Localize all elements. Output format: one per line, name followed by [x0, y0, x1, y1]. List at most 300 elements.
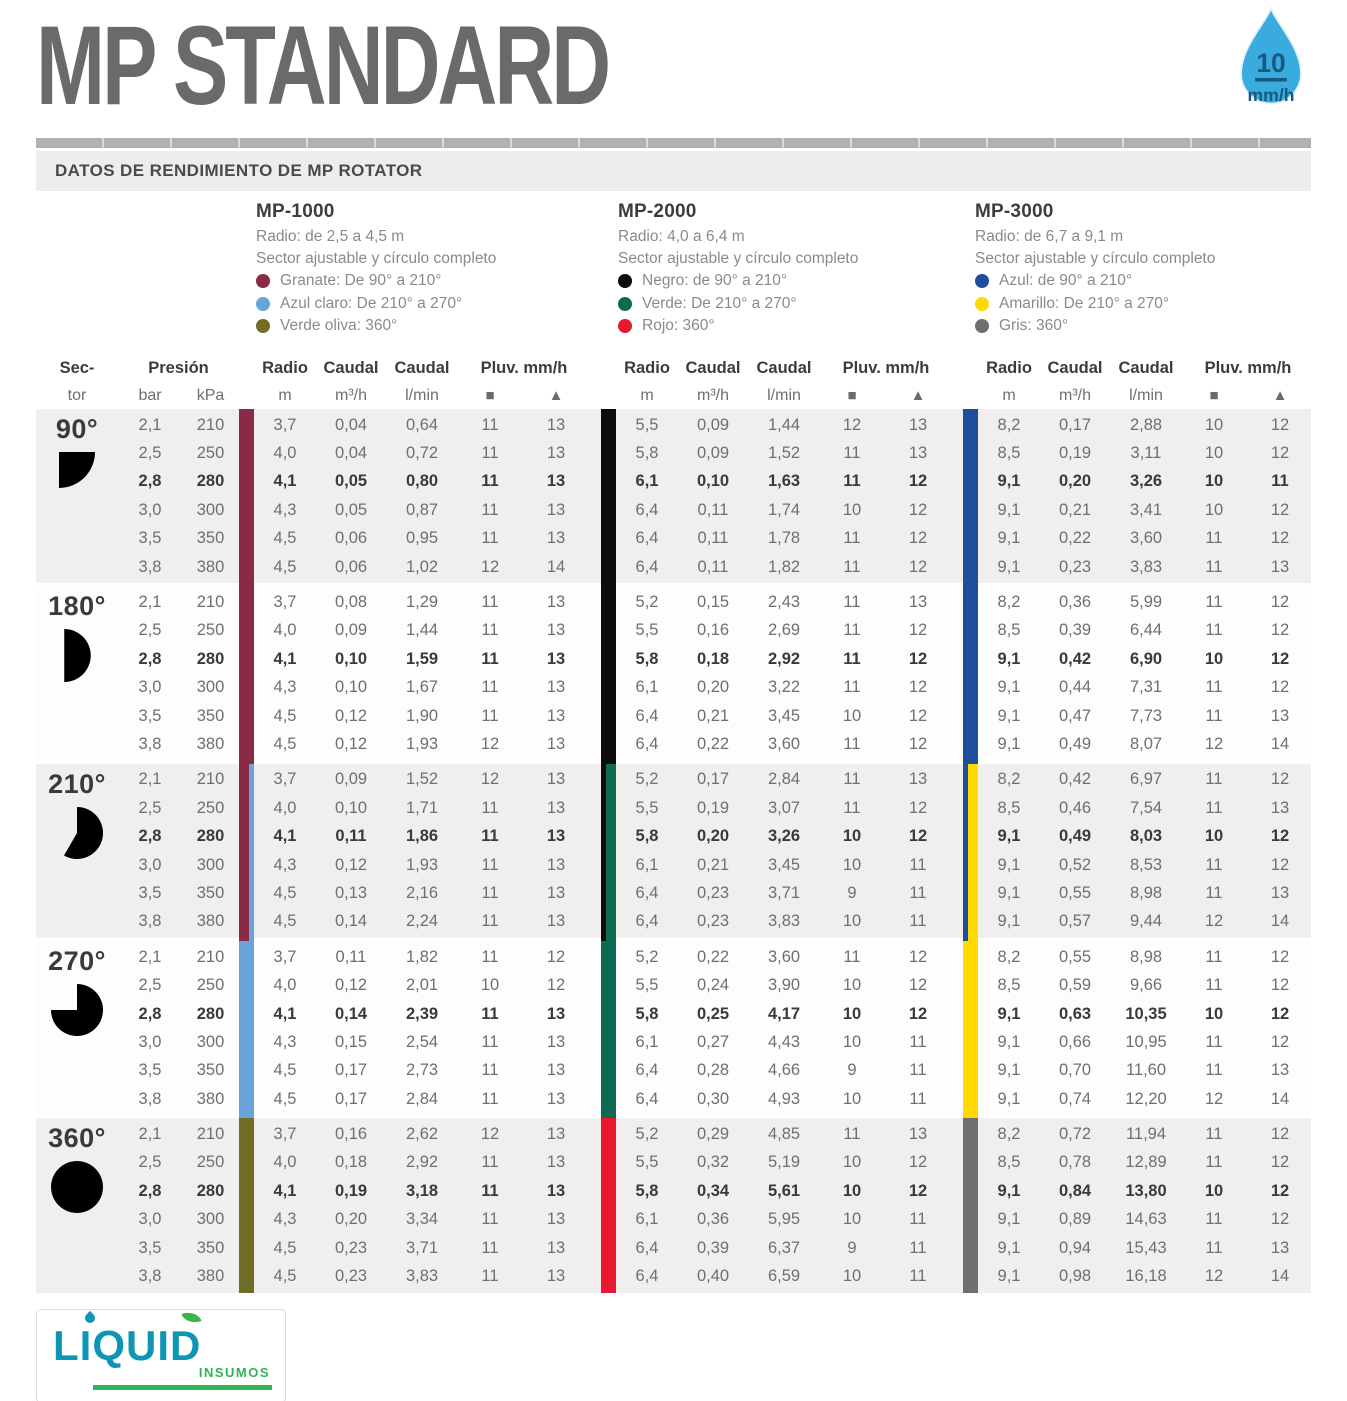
color-bar: [963, 764, 978, 941]
radio-value: 6,1: [635, 472, 659, 491]
pluv-square-value: 11: [481, 500, 499, 519]
caudal-m3h-value: 0,18: [334, 1153, 368, 1172]
pluv-triangle-value: 13: [546, 1004, 566, 1023]
caudal-lmin-value: 4,85: [767, 1125, 801, 1144]
pluv-square-value: 11: [481, 1061, 499, 1080]
pluv-square-value: 11: [843, 444, 861, 463]
product-legend: [256, 270, 496, 338]
caudal-lmin-value: 10,35: [1125, 1004, 1167, 1023]
radio-value: 9,1: [997, 706, 1021, 725]
pressure-kpa-value: 250: [196, 621, 225, 640]
pluv-square-value: 11: [843, 678, 861, 697]
radio-value: 4,5: [273, 1267, 297, 1286]
sector-section-90: [36, 409, 1311, 583]
pluv-triangle-value: 11: [1271, 472, 1289, 491]
pressure-kpa-value: 210: [196, 770, 225, 789]
caudal-m3h-value: 0,59: [1058, 976, 1092, 995]
pluv-triangle-value: 12: [1270, 500, 1290, 519]
radio-value: 4,1: [273, 1004, 297, 1023]
caudal-m3h-value: 0,06: [334, 529, 368, 548]
pressure-bar-value: 2,1: [138, 593, 162, 612]
pluv-square-value: 11: [481, 649, 499, 668]
pluv-triangle-value: 13: [546, 472, 566, 491]
radio-value: 4,0: [273, 798, 297, 817]
pressure-bar-value: 3,8: [138, 734, 162, 753]
pressure-bar-value: 3,8: [138, 1089, 162, 1108]
caudal-m3h-value: 0,89: [1058, 1210, 1092, 1229]
pluv-triangle-value: 13: [546, 593, 566, 612]
sector-label: 360°: [48, 1123, 106, 1154]
caudal-m3h-value: 0,22: [696, 734, 730, 753]
product-sector: Sector ajustable y círculo completo: [618, 250, 859, 267]
pressure-kpa-value: 350: [196, 706, 225, 725]
pluv-square-value: 12: [1204, 912, 1224, 931]
caudal-m3h-value: 0,36: [1058, 593, 1092, 612]
pluv-triangle-value: 14: [1270, 912, 1290, 931]
caudal-lmin-value: 1,44: [405, 621, 439, 640]
caudal-lmin-value: 2,73: [405, 1061, 439, 1080]
caudal-m3h-value: 0,04: [334, 444, 368, 463]
pluv-square-value: 11: [843, 1125, 861, 1144]
pluv-square-value: 11: [1205, 798, 1223, 817]
caudal-m3h-value: 0,08: [334, 593, 368, 612]
pluv-square-value: 11: [481, 415, 499, 434]
caudal-lmin-value: 2,43: [767, 593, 801, 612]
sector-h180-icon: [64, 629, 91, 682]
caudal-lmin-value: 1,82: [767, 557, 801, 576]
pluv-square-value: 10: [842, 1210, 862, 1229]
sector-header: tor: [67, 386, 87, 404]
radio-value: 9,1: [997, 855, 1021, 874]
pluv-square-value: 10: [842, 706, 862, 725]
pluv-triangle-value: 13: [546, 1210, 566, 1229]
pressure-bar-value: 2,5: [138, 1153, 162, 1172]
caudal-lmin-value: 1,71: [405, 798, 439, 817]
pluv-triangle-value: 11: [909, 912, 927, 931]
legend-item: [975, 270, 1215, 293]
caudal-m3h-value: 0,70: [1058, 1061, 1092, 1080]
pluv-square-value: 12: [480, 557, 500, 576]
radio-value: 8,2: [997, 1125, 1021, 1144]
caudal-lmin-value: 1,93: [405, 734, 439, 753]
caudal-lmin-value: 1,52: [767, 444, 801, 463]
radio-value: 8,2: [997, 947, 1021, 966]
radio-value: 5,2: [635, 593, 659, 612]
radio-value: 5,5: [635, 621, 659, 640]
caudal-lmin-value: 1,44: [767, 415, 801, 434]
caudal-lmin-value: 1,93: [405, 855, 439, 874]
pluv-square-value: 11: [1205, 1153, 1223, 1172]
radio-value: 4,5: [273, 557, 297, 576]
pluv-square-value: 9: [847, 883, 857, 902]
sector-section-180: [36, 586, 1311, 760]
product-sector: Sector ajustable y círculo completo: [256, 250, 497, 267]
caudal-m3h-value: 0,39: [1058, 621, 1092, 640]
radio-header: Radio: [986, 359, 1032, 377]
caudal-m3h-value: 0,17: [334, 1061, 368, 1080]
pluv-triangle-value: 13: [1270, 557, 1290, 576]
radio-value: 6,4: [635, 734, 659, 753]
product-legend: [618, 270, 858, 338]
caudal-m3h-value: 0,32: [696, 1153, 730, 1172]
pluv-triangle-value: 12: [1270, 621, 1290, 640]
caudal-lmin-value: 2,01: [405, 976, 439, 995]
caudal-lmin-value: 1,74: [767, 500, 801, 519]
caudal-m3h-value: 0,40: [696, 1267, 730, 1286]
radio-value: 4,0: [273, 444, 297, 463]
caudal-lmin-value: 0,72: [405, 444, 439, 463]
pluv-triangle-value: 11: [909, 1210, 927, 1229]
caudal-lmin-header: Caudal: [756, 359, 812, 377]
pluv-triangle-value: 12: [908, 1004, 928, 1023]
sector-header: Sec-: [59, 359, 95, 377]
pluv-triangle-value: 13: [1270, 1238, 1290, 1257]
pressure-kpa-value: 250: [196, 1153, 225, 1172]
pluv-triangle-value: 14: [546, 557, 566, 576]
radio-value: 8,2: [997, 770, 1021, 789]
pluv-square-value: 11: [843, 472, 861, 491]
legend-label: Azul claro: De 210° a 270°: [280, 294, 463, 312]
pressure-bar-value: 3,0: [138, 855, 162, 874]
pluv-triangle-value: 12: [1270, 1210, 1290, 1229]
pressure-kpa-value: 210: [196, 947, 225, 966]
caudal-lmin-value: 6,90: [1129, 649, 1163, 668]
legend-dot-icon: [975, 274, 989, 288]
pressure-kpa-value: 380: [196, 557, 225, 576]
radio-value: 9,1: [997, 883, 1021, 902]
pluv-triangle-value: 12: [1270, 1153, 1290, 1172]
caudal-lmin-value: 12,20: [1125, 1089, 1167, 1108]
pressure-kpa-value: 280: [196, 649, 225, 668]
pressure-kpa-value: 210: [196, 415, 225, 434]
square-icon: ■: [847, 387, 857, 404]
pressure-bar-value: 3,0: [138, 678, 162, 697]
caudal-lmin-value: 8,98: [1129, 947, 1163, 966]
caudal-m3h-value: 0,23: [334, 1238, 368, 1257]
pluv-square-value: 11: [481, 1153, 499, 1172]
presion-unit-kpa: kPa: [196, 386, 225, 404]
caudal-m3h-value: 0,16: [696, 621, 730, 640]
caudal-m3h-value: 0,20: [1058, 472, 1092, 491]
caudal-m3h-value: 0,94: [1058, 1238, 1092, 1257]
pluv-triangle-value: 13: [546, 706, 566, 725]
pressure-kpa-value: 250: [196, 976, 225, 995]
legend-label: Verde: De 210° a 270°: [642, 294, 797, 312]
radio-value: 9,1: [997, 529, 1021, 548]
sector-section-270: [36, 941, 1311, 1115]
pluv-triangle-value: 11: [909, 883, 927, 902]
pluv-square-value: 11: [1205, 883, 1223, 902]
radio-value: 5,2: [635, 1125, 659, 1144]
pluv-square-value: 10: [842, 976, 862, 995]
caudal-m3h-value: 0,04: [334, 415, 368, 434]
pressure-bar-value: 2,5: [138, 976, 162, 995]
pluv-triangle-value: 13: [546, 1089, 566, 1108]
caudal-lmin-value: 11,94: [1125, 1125, 1167, 1144]
caudal-m3h-value: 0,19: [334, 1181, 368, 1200]
pluv-square-value: 11: [1205, 947, 1223, 966]
pressure-bar-value: 3,0: [138, 500, 162, 519]
radio-value: 4,5: [273, 1089, 297, 1108]
divider-ruler: [36, 138, 1311, 148]
caudal-lmin-unit: l/min: [767, 386, 801, 404]
pressure-bar-value: 3,5: [138, 1061, 162, 1080]
pluv-header: Pluv. mm/h: [842, 359, 930, 377]
pluv-square-value: 11: [481, 1089, 499, 1108]
radio-value: 6,4: [635, 1267, 659, 1286]
pressure-kpa-value: 280: [196, 1181, 225, 1200]
sector-cell: [36, 588, 118, 758]
caudal-m3h-value: 0,27: [696, 1032, 730, 1051]
pluv-triangle-value: 12: [908, 947, 928, 966]
color-bar: [963, 586, 978, 763]
caudal-m3h-value: 0,09: [696, 444, 730, 463]
color-bar: [963, 1118, 978, 1292]
product-radio: Radio: de 2,5 a 4,5 m: [256, 228, 405, 245]
caudal-lmin-value: 2,62: [405, 1125, 439, 1144]
pressure-bar-value: 2,5: [138, 444, 162, 463]
caudal-lmin-unit: l/min: [405, 386, 439, 404]
legend-label: Granate: De 90° a 210°: [280, 272, 442, 289]
caudal-lmin-header: Caudal: [1118, 359, 1174, 377]
sector-c360-icon: [51, 1161, 103, 1213]
pluv-square-value: 11: [1205, 1032, 1223, 1051]
caudal-m3h-unit: m³/h: [1059, 386, 1091, 404]
caudal-m3h-header: Caudal: [685, 359, 741, 377]
pressure-kpa-value: 380: [196, 1267, 225, 1286]
product-mp1000: [256, 201, 496, 338]
caudal-lmin-value: 2,16: [405, 883, 439, 902]
pluv-square-value: 11: [481, 1181, 499, 1200]
pluv-triangle-value: 13: [546, 883, 566, 902]
pressure-kpa-value: 380: [196, 734, 225, 753]
radio-value: 4,1: [273, 472, 297, 491]
pluv-triangle-value: 13: [1270, 706, 1290, 725]
pressure-bar-value: 2,8: [138, 649, 162, 668]
radio-value: 5,5: [635, 976, 659, 995]
pluv-square-value: 10: [842, 500, 862, 519]
pluv-square-value: 10: [842, 1032, 862, 1051]
caudal-m3h-value: 0,28: [696, 1061, 730, 1080]
radio-header: Radio: [262, 359, 308, 377]
logo-subtitle: INSUMOS: [198, 1364, 270, 1380]
pluv-square-value: 11: [481, 1004, 499, 1023]
legend-dot-icon: [975, 297, 989, 311]
caudal-lmin-value: 3,41: [1129, 500, 1163, 519]
product-radio: Radio: 4,0 a 6,4 m: [618, 228, 745, 245]
color-bar: [601, 1118, 616, 1292]
caudal-m3h-value: 0,49: [1058, 827, 1092, 846]
legend-item: [256, 270, 496, 293]
caudal-lmin-value: 3,11: [1130, 444, 1162, 463]
radio-value: 5,8: [635, 1004, 659, 1023]
caudal-lmin-value: 1,78: [767, 529, 801, 548]
caudal-lmin-value: 7,73: [1129, 706, 1163, 725]
pluv-square-value: 12: [842, 415, 862, 434]
caudal-lmin-value: 1,59: [405, 649, 439, 668]
caudal-m3h-value: 0,78: [1058, 1153, 1092, 1172]
page-title: MP STANDARD: [36, 3, 609, 128]
pluv-square-value: 11: [481, 1267, 499, 1286]
pluv-triangle-value: 12: [908, 649, 928, 668]
caudal-m3h-value: 0,18: [696, 649, 730, 668]
pressure-bar-value: 2,5: [138, 621, 162, 640]
pressure-kpa-value: 300: [196, 500, 225, 519]
radio-value: 8,5: [997, 1153, 1021, 1172]
pluv-triangle-value: 13: [546, 444, 566, 463]
pluv-square-value: 10: [842, 855, 862, 874]
pluv-triangle-value: 13: [546, 1125, 566, 1144]
pressure-kpa-value: 380: [196, 1089, 225, 1108]
precipitation-value: 10: [1256, 47, 1286, 78]
legend-item: [618, 270, 858, 293]
radio-value: 6,4: [635, 1061, 659, 1080]
caudal-lmin-value: 3,83: [405, 1267, 439, 1286]
pluv-triangle-value: 13: [546, 855, 566, 874]
pressure-bar-value: 3,5: [138, 706, 162, 725]
product-mp3000: [975, 201, 1215, 338]
pluv-triangle-value: 12: [1270, 415, 1290, 434]
color-bar: [963, 409, 978, 586]
radio-value: 5,8: [635, 1181, 659, 1200]
caudal-lmin-value: 0,87: [405, 500, 439, 519]
radio-value: 9,1: [997, 1181, 1021, 1200]
pressure-bar-value: 2,1: [138, 770, 162, 789]
radio-value: 6,4: [635, 706, 659, 725]
square-icon: ■: [1209, 387, 1219, 404]
caudal-m3h-value: 0,16: [334, 1125, 368, 1144]
pluv-header: Pluv. mm/h: [480, 359, 568, 377]
legend-item: [256, 315, 496, 338]
caudal-lmin-value: 3,07: [767, 798, 801, 817]
pluv-triangle-value: 13: [546, 621, 566, 640]
pressure-kpa-value: 300: [196, 1210, 225, 1229]
radio-value: 4,5: [273, 912, 297, 931]
legend-dot-icon: [256, 319, 270, 333]
sector-cell: [36, 943, 118, 1113]
radio-value: 6,4: [635, 1238, 659, 1257]
radio-value: 5,5: [635, 798, 659, 817]
radio-value: 9,1: [997, 472, 1021, 491]
pluv-square-value: 11: [481, 621, 499, 640]
pluv-triangle-value: 11: [909, 1032, 927, 1051]
caudal-m3h-value: 0,10: [334, 649, 368, 668]
caudal-m3h-value: 0,36: [696, 1210, 730, 1229]
pluv-triangle-value: 12: [908, 621, 928, 640]
pluv-square-value: 11: [481, 947, 499, 966]
liquid-insumos-logo: [36, 1309, 286, 1401]
radio-value: 3,7: [273, 947, 297, 966]
caudal-lmin-value: 6,97: [1129, 770, 1163, 789]
pluv-square-value: 11: [1205, 706, 1223, 725]
pluv-triangle-value: 12: [1270, 1125, 1290, 1144]
caudal-m3h-value: 0,72: [1058, 1125, 1092, 1144]
caudal-lmin-value: 3,60: [1129, 529, 1163, 548]
caudal-m3h-value: 0,25: [696, 1004, 730, 1023]
caudal-lmin-value: 1,82: [405, 947, 439, 966]
pluv-triangle-value: 11: [909, 1267, 927, 1286]
pluv-triangle-value: 12: [908, 472, 928, 491]
caudal-m3h-value: 0,23: [696, 912, 730, 931]
caudal-lmin-value: 2,24: [405, 912, 439, 931]
legend-item: [975, 315, 1215, 338]
pluv-square-value: 11: [481, 593, 499, 612]
pluv-triangle-value: 12: [1270, 947, 1290, 966]
caudal-m3h-value: 0,17: [696, 770, 730, 789]
pluv-square-value: 12: [1204, 1089, 1224, 1108]
radio-value: 4,5: [273, 883, 297, 902]
legend-item: [975, 293, 1215, 316]
radio-value: 4,0: [273, 976, 297, 995]
radio-value: 6,1: [635, 1032, 659, 1051]
caudal-m3h-value: 0,20: [696, 827, 730, 846]
radio-value: 6,1: [635, 855, 659, 874]
caudal-m3h-header: Caudal: [1047, 359, 1103, 377]
radio-value: 6,4: [635, 529, 659, 548]
pressure-bar-value: 2,8: [138, 1181, 162, 1200]
caudal-lmin-value: 4,93: [767, 1089, 801, 1108]
caudal-m3h-value: 0,14: [334, 1004, 368, 1023]
legend-dot-icon: [618, 319, 632, 333]
pluv-square-value: 11: [1205, 529, 1223, 548]
pluv-square-value: 11: [843, 529, 861, 548]
legend-dot-icon: [256, 297, 270, 311]
pluv-triangle-value: 11: [909, 855, 927, 874]
caudal-lmin-value: 8,98: [1129, 883, 1163, 902]
pluv-triangle-value: 13: [546, 649, 566, 668]
pressure-kpa-value: 210: [196, 1125, 225, 1144]
caudal-lmin-value: 8,07: [1129, 734, 1163, 753]
legend-dot-icon: [618, 297, 632, 311]
pluv-triangle-value: 12: [1270, 1181, 1290, 1200]
radio-value: 5,8: [635, 649, 659, 668]
caudal-lmin-value: 4,66: [767, 1061, 801, 1080]
caudal-m3h-value: 0,34: [696, 1181, 730, 1200]
radio-value: 9,1: [997, 1032, 1021, 1051]
legend-label: Amarillo: De 210° a 270°: [999, 294, 1170, 312]
caudal-m3h-value: 0,74: [1058, 1089, 1092, 1108]
sector-section-360: [36, 1118, 1311, 1292]
caudal-m3h-value: 0,66: [1058, 1032, 1092, 1051]
caudal-m3h-value: 0,23: [1058, 557, 1092, 576]
caudal-m3h-value: 0,11: [335, 947, 367, 966]
pluv-triangle-value: 13: [908, 444, 928, 463]
pluv-square-value: 11: [481, 529, 499, 548]
sector-section-210: [36, 764, 1311, 938]
color-bar: [239, 586, 254, 763]
sector-label: 180°: [48, 591, 106, 622]
pluv-square-value: 11: [481, 827, 499, 846]
caudal-m3h-value: 0,55: [1058, 883, 1092, 902]
caudal-lmin-value: 9,44: [1129, 912, 1163, 931]
caudal-lmin-value: 3,71: [767, 883, 801, 902]
caudal-lmin-value: 3,83: [1129, 557, 1163, 576]
caudal-lmin-value: 5,61: [767, 1181, 801, 1200]
color-bar: [601, 764, 616, 941]
pluv-triangle-value: 11: [909, 1061, 927, 1080]
caudal-lmin-value: 5,95: [767, 1210, 801, 1229]
caudal-m3h-value: 0,39: [696, 1238, 730, 1257]
pluv-triangle-value: 12: [1270, 444, 1290, 463]
caudal-m3h-value: 0,19: [1058, 444, 1092, 463]
caudal-lmin-value: 6,37: [767, 1238, 801, 1257]
radio-value: 6,4: [635, 557, 659, 576]
pluv-square-value: 11: [843, 593, 861, 612]
pluv-header: Pluv. mm/h: [1204, 359, 1292, 377]
pluv-triangle-value: 12: [908, 529, 928, 548]
radio-value: 4,0: [273, 1153, 297, 1172]
pluv-square-value: 11: [481, 798, 499, 817]
